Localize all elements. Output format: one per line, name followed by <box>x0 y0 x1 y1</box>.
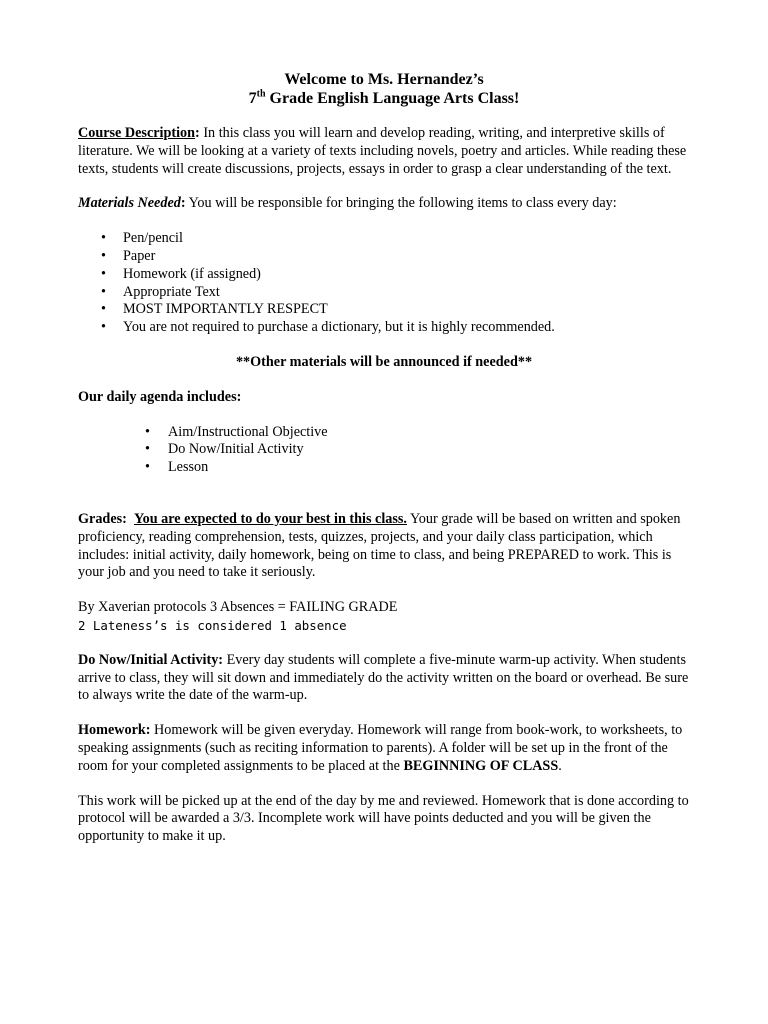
list-item: • Homework (if assigned) <box>78 266 690 284</box>
list-item: • Do Now/Initial Activity <box>78 441 690 459</box>
homework-end: . <box>558 757 562 774</box>
pickup-paragraph: This work will be picked up at the end of the day by me and reviewed. Homework that is done according to protocol will be awarded a 3/3. Incomplete work will have points deducted and you will be given the opportunity to make it up. <box>78 792 689 845</box>
course-description <box>78 125 690 178</box>
materials-label: Materials Needed <box>78 195 181 212</box>
grades-paragraph <box>78 511 690 582</box>
materials-colon: : <box>180 195 186 212</box>
materials-note: **Other materials will be announced if needed** <box>235 353 533 370</box>
title-line-2: Grade English Language Arts Class! <box>265 90 520 107</box>
page-title <box>78 70 690 108</box>
list-item: • MOST IMPORTANTLY RESPECT <box>78 301 690 319</box>
list-item: • You are not required to purchase a dictionary, but it is highly recommended. <box>78 319 690 337</box>
list-item: • Paper <box>78 248 690 266</box>
grades-label: Grades: <box>78 510 127 527</box>
agenda-heading: Our daily agenda includes: <box>78 388 242 405</box>
title-grade-suffix: th <box>256 88 266 100</box>
donow-paragraph <box>78 652 690 705</box>
materials-intro <box>78 195 690 213</box>
list-item: • Lesson <box>78 459 690 477</box>
lateness-policy: 2 Lateness’s is considered 1 absence <box>78 617 347 633</box>
list-item: • Pen/pencil <box>78 230 690 248</box>
list-item: • Appropriate Text <box>78 284 690 302</box>
homework-text: Homework will be given everyday. Homework will range from book-work, to worksheets, to speaking assignments (such as reciting information to parents). A folder will be set up in the front of the room for your completed assignments to be placed at the <box>78 722 683 774</box>
grades-text: Your grade will be based on written and spoken proficiency, reading comprehension, tests, quizzes, projects, and your daily class participation, which includes: initial activity, daily homework, being on time to class, and being PREPARED to work. This is your job and you need to take it seriously. <box>78 510 681 581</box>
homework-emphasis: BEGINNING OF CLASS <box>403 757 559 774</box>
homework-label: Homework: <box>78 722 151 739</box>
title-line-1: Welcome to Ms. Hernandez’s <box>284 71 484 88</box>
course-description-colon: : <box>195 125 200 141</box>
course-description-label: Course Description <box>78 125 196 141</box>
donow-text: Every day students will complete a five-minute warm-up activity. When students arrive to class, they will sit down and immediately do the activity written on the board or overhead. Be sure to always write the date of the warm-up. <box>78 651 689 704</box>
attendance-policy: By Xaverian protocols 3 Absences = FAILING GRADE <box>78 599 398 616</box>
course-description-text: In this class you will learn and develop reading, writing, and interpretive skills of literature. We will be looking at a variety of texts including novels, poetry and articles. While reading these texts, students will create discussions, projects, essays in order to grasp a clear understanding of the text. <box>78 125 687 177</box>
homework-paragraph <box>78 722 690 775</box>
list-item: • Aim/Instructional Objective <box>78 424 690 442</box>
grades-emphasis: You are expected to do your best in this class. <box>133 510 407 527</box>
materials-text: You will be responsible for bringing the following items to class every day: <box>185 195 617 212</box>
title-grade-number: 7 <box>248 90 257 107</box>
materials-list <box>78 230 690 337</box>
donow-label: Do Now/Initial Activity: <box>78 651 224 668</box>
agenda-list <box>78 424 690 477</box>
